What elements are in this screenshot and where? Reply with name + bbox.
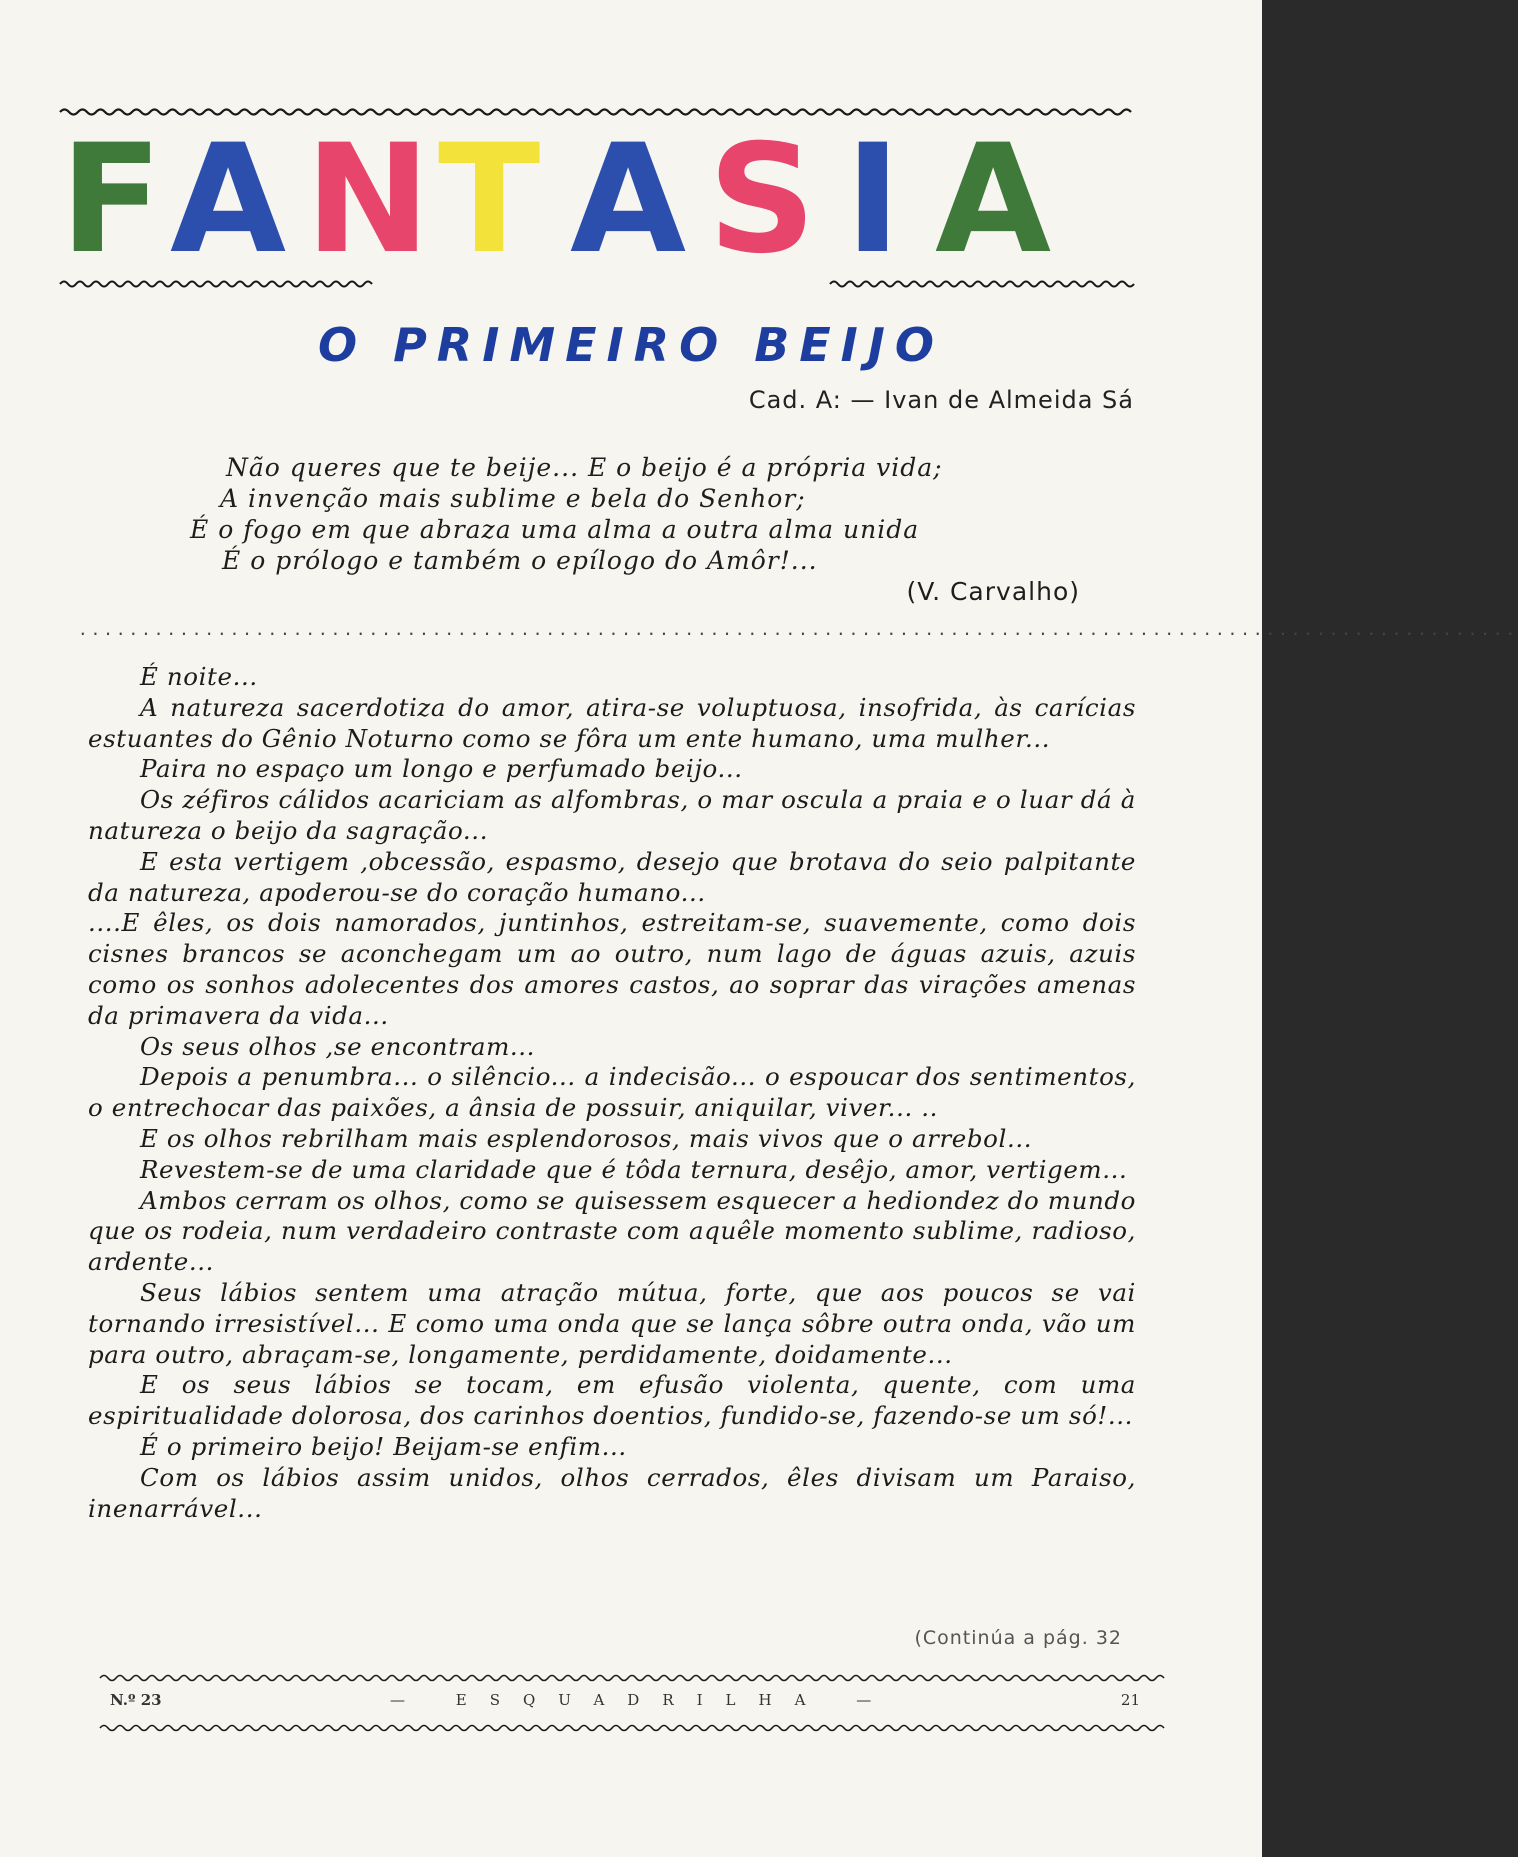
poem-line: Não queres que te beije... E o beijo é a própria vida; <box>226 453 943 482</box>
page-footer <box>110 1687 1140 1715</box>
paragraph: Os zéfiros cálidos acariciam as alfombras, o mar oscula a praia e o luar dá à natureza o beijo da sagração... <box>88 785 1136 845</box>
paragraph: Depois a penumbra... o silêncio... a indecisão... o espoucar dos sentimentos, o entrechocar das paixões, a ânsia de possuir, aniquilar, viver... .. <box>88 1062 1136 1123</box>
footer-bottom-wavy-rule <box>100 1722 1160 1734</box>
poem-line: É o fogo em que abraza uma alma a outra alma unida <box>190 515 920 544</box>
issue-number: N.º 23 <box>110 1691 162 1709</box>
paragraph: E os olhos rebrilham mais esplendorosos, mais vivos que o arrebol... <box>140 1123 1033 1153</box>
paragraph: Com os lábios assim unidos, olhos cerrados, êles divisam um Paraiso, inenarrável... <box>88 1462 1136 1523</box>
poem-attribution: (V. Carvalho) <box>906 577 1080 606</box>
banner-letter: F <box>60 113 163 287</box>
paragraph: É o primeiro beijo! Beijam-se enfim... <box>140 1431 627 1461</box>
paragraph: Os seus olhos ,se encontram... <box>140 1031 536 1061</box>
banner-letter: S <box>708 113 817 287</box>
paragraph: A natureza sacerdotiza do amor, atira-se voluptuosa, insofrida, às carícias estuantes do Gênio Noturno como se fôra um ente humano, uma mulher... <box>88 692 1136 753</box>
poem-line: A invenção mais sublime e bela do Senhor; <box>220 484 806 513</box>
banner-letter: A <box>170 113 287 287</box>
page-number: 21 <box>1120 1691 1140 1709</box>
paragraph: E os seus lábios se tocam, em efusão violenta, quente, com uma espiritualidade dolorosa, dos carinhos doentios, fundido-se, fazendo-se um só!... <box>88 1370 1136 1431</box>
banner-letter: A <box>935 113 1052 287</box>
continuation-note: (Continúa a pág. 32 <box>914 1627 1122 1649</box>
banner-letter: I <box>845 113 901 287</box>
poem-line: É o prólogo e também o epílogo do Amôr!... <box>222 546 818 575</box>
magazine-name: — ESQUADRILHA — <box>390 1691 895 1709</box>
paragraph: Ambos cerram os olhos, como se quisessem esquecer a hediondez do mundo que os rodeia, num verdadeiro contraste com aquêle momento sublime, radioso, ardente... <box>88 1185 1136 1277</box>
dotted-separator: .................................................................................................................. <box>78 620 1518 639</box>
paragraph: É noite... <box>140 662 258 691</box>
article-title: O PRIMEIRO BEIJO <box>317 318 945 372</box>
paragraph: Seus lábios sentem uma atração mútua, forte, que aos poucos se vai tornando irresistível... E como uma onda que se lança sôbre outra onda, vão um para outro, abraçam-se, longamente, perdidamente, doidamente... <box>88 1277 1136 1369</box>
paragraph: ....E êles, os dois namorados, juntinhos, estreitam-se, suavemente, como dois cisnes brancos se aconchegam um ao outro, num lago de águas azuis, azuis como os sonhos adolecentes dos amores castos, ao soprar das virações amenas da primavera da vida... <box>88 908 1136 1030</box>
paragraph: E esta vertigem ,obcessão, espasmo, desejo que brotava do seio palpitante da natureza, apoderou-se do coração humano... <box>88 846 1136 907</box>
paragraph: Paira no espaço um longo e perfumado beijo... <box>140 754 743 784</box>
footer-top-wavy-rule <box>100 1672 1160 1684</box>
banner-right-wavy-rule <box>830 278 1130 290</box>
author-byline: Cad. A: — Ivan de Almeida Sá <box>748 386 1134 414</box>
epigraph-poem <box>190 452 1090 607</box>
article-body <box>88 662 1136 1524</box>
banner-left-wavy-rule <box>60 278 370 290</box>
banner-letter: N <box>305 113 431 287</box>
banner-letter: A <box>570 113 687 287</box>
banner-letter: T <box>438 113 541 287</box>
fantasia-banner <box>60 113 1140 287</box>
paragraph: Revestem-se de uma claridade que é tôda ternura, desêjo, amor, vertigem... <box>140 1154 1128 1184</box>
